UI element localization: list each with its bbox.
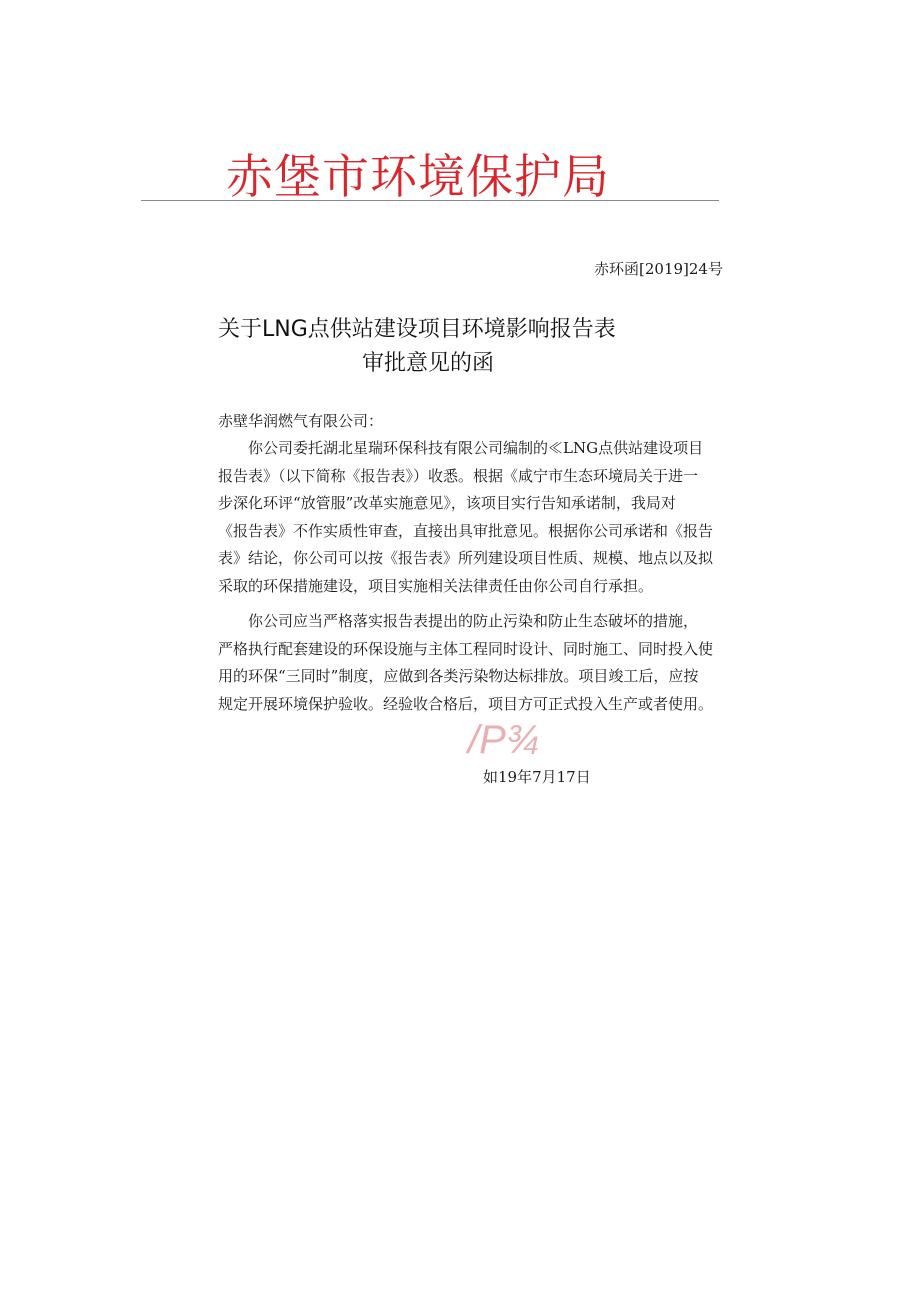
paragraph-2 [218, 608, 713, 718]
paragraph-2-line: 规定开展环境保护验收。经验收合格后，项目方可正式投入生产或者使用。 [218, 694, 714, 713]
issue-date: 如19年7月17日 [483, 768, 591, 786]
paragraph-2-line: 用的环保“三同时”制度，应做到各类污染物达标排放。项目竣工后，应按 [218, 667, 699, 686]
document-title-line-1: 关于LNG点供站建设项目环境影响报告表 [218, 317, 616, 342]
paragraph-1-line: 《报告表》不作实质性审查，直接出具审批意见。根据你公司承诺和《报告 [218, 521, 714, 540]
letterhead-title: 赤堡市环境保护局 [226, 150, 610, 205]
salutation: 赤壁华润燃气有限公司： [218, 412, 384, 430]
document-title-line-2: 审批意见的函 [362, 351, 495, 376]
letterhead-divider [141, 200, 719, 201]
paragraph-1-line: 你公司委托湖北星瑞环保科技有限公司编制的≪LNG点供站建设项目 [248, 439, 704, 457]
official-seal-stamp: /P¾ [468, 718, 540, 762]
paragraph-1-line: 报告表》（以下简称《报告表》）收悉。根据《咸宁市生态环境局关于进一 [218, 466, 699, 485]
paragraph-1-line: 采取的环保措施建设，项目实施相关法律责任由你公司自行承担。 [218, 576, 654, 595]
paragraph-1-line: 步深化环评“放管服”改革实施意见》，该项目实行告知承诺制，我局对 [218, 494, 676, 513]
paragraph-2-line: 你公司应当严格落实报告表提出的防止污染和防止生态破坏的措施， [248, 612, 699, 630]
paragraph-1 [218, 435, 713, 601]
paragraph-1-line: 表》结论，你公司可以按《报告表》所列建设项目性质、规模、地点以及拟 [218, 549, 714, 568]
paragraph-2-line: 严格执行配套建设的环保设施与主体工程同时设计、同时施工、同时投入使 [218, 639, 714, 658]
document-number: 赤环函[2019]24号 [594, 260, 723, 278]
